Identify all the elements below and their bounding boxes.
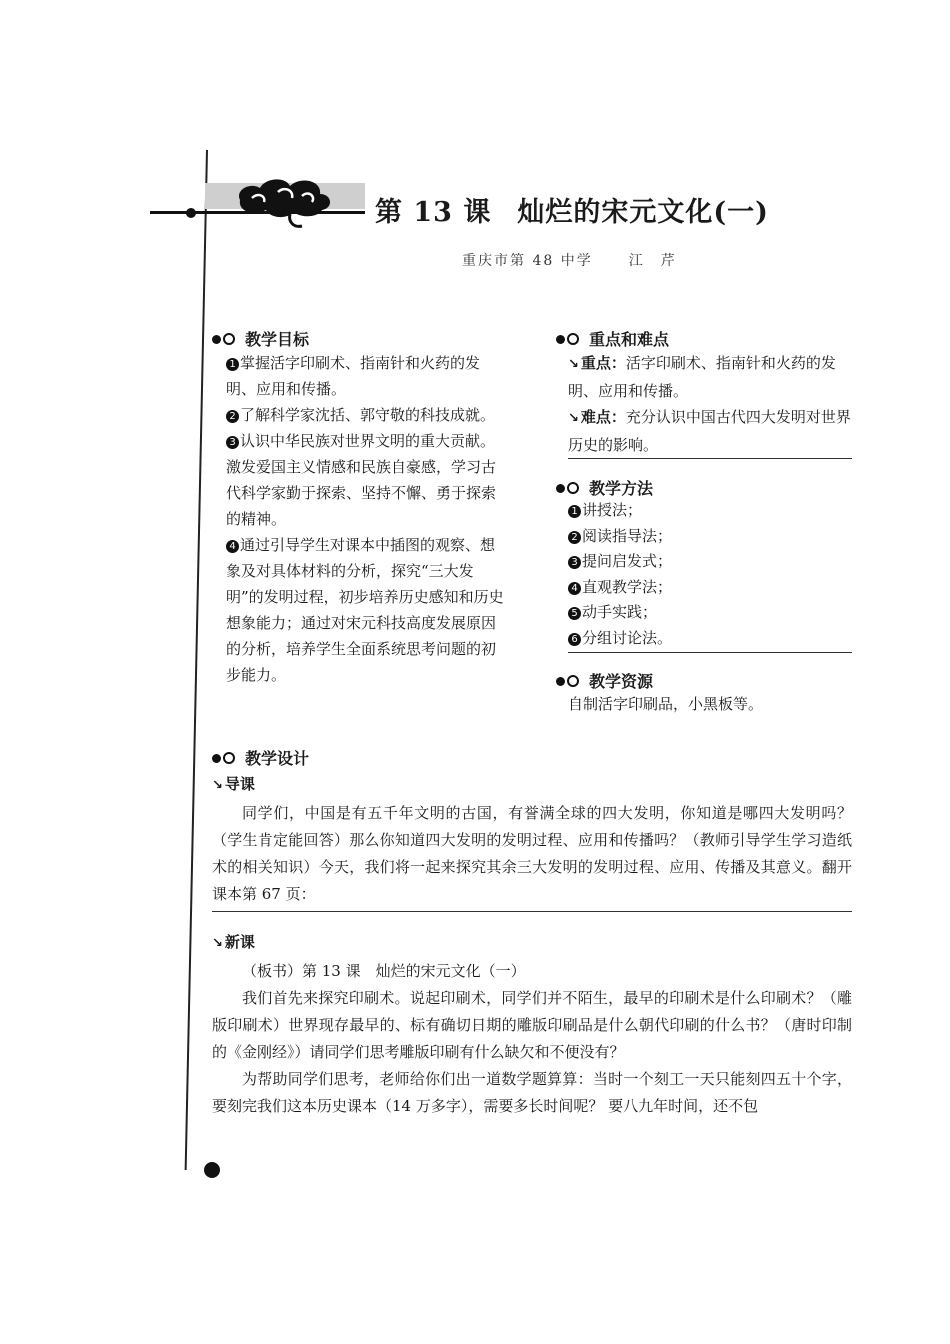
author-line (462, 250, 677, 270)
method-item: 3 提问启发式； (568, 549, 852, 575)
resources-heading: 教学资源 (556, 669, 653, 692)
arrow-icon: ↘ (568, 357, 579, 372)
intro-heading: ↘ 导课 (212, 775, 255, 793)
objective-item: 2 了解科学家沈括、郭守敬的科技成就。 (226, 402, 508, 428)
method-item: 2 阅读指导法； (568, 524, 852, 550)
methods-list (568, 498, 852, 651)
section-divider (568, 458, 852, 459)
lesson-name: 灿烂的宋元文化(一) (517, 197, 769, 228)
methods-heading: 教学方法 (556, 476, 653, 499)
paragraph: 我们首先来探究印刷术。说起印刷术，同学们并不陌生，最早的印刷术是什么印刷术？（雕版印刷术）世界现存最早的、标有确切日期的雕版印刷品是什么朝代印刷的什么书？（唐时印制的《金刚经》）请同学们思考雕版印刷有什么缺欠和不便没有？ (212, 989, 852, 1061)
lesson-title (375, 190, 769, 229)
author-name: 江 芹 (628, 253, 677, 269)
method-item: 6 分组讨论法。 (568, 626, 852, 652)
method-item: 5 动手实践； (568, 600, 852, 626)
keypoints-block (568, 350, 852, 458)
paragraph: 为帮助同学们思考，老师给你们出一道数学题算算：当时一个刻工一天只能刻四五十个字，要刻完我们这本历史课本（14 万多字），需要多长时间呢？ 要八九年时间，还不包 (212, 1070, 852, 1115)
objective-item: 3 认识中华民族对世界文明的重大贡献。激发爱国主义情感和民族自豪感，学习古代科学家勤于探索、坚持不懈、勇于探索的精神。 (226, 432, 497, 528)
new-lesson-heading: ↘ 新课 (212, 933, 255, 951)
margin-dot-bottom (204, 1162, 220, 1178)
key-point: ↘ 重点：活字印刷术、指南针和火药的发明、应用和传播。 (568, 354, 836, 400)
board-text: （板书）第 13 课 灿烂的宋元文化（一） (242, 962, 526, 980)
objectives-list (226, 350, 508, 688)
cloud-ornament-icon (230, 170, 340, 230)
new-lesson-body (212, 958, 852, 1120)
margin-rule (185, 150, 208, 1170)
section-divider (212, 911, 852, 912)
resources-text: 自制活字印刷品，小黑板等。 (568, 695, 764, 713)
arrow-icon: ↘ (568, 411, 579, 426)
design-heading: 教学设计 (212, 746, 309, 769)
objective-item: 1 掌握活字印刷术、指南针和火药的发明、应用和传播。 (226, 354, 481, 398)
objectives-heading: 教学目标 (212, 327, 309, 350)
lesson-number: 第 13 课 (375, 197, 492, 228)
objective-item: 4 通过引导学生对课本中插图的观察、想象及对具体材料的分析，探究“三大发明”的发明过程，初步培养历史感知和历史想象能力；通过对宋元科技高度发展原因的分析，培养学生全面系统思考问题的初步能力。 (226, 536, 504, 684)
difficulty-point: ↘ 难点：充分认识中国古代四大发明对世界历史的影响。 (568, 408, 851, 454)
author-school: 重庆市第 48 中学 (462, 253, 593, 269)
arrow-icon: ↘ (212, 778, 223, 793)
method-item: 4 直观教学法； (568, 575, 852, 601)
arrow-icon: ↘ (212, 936, 223, 951)
keypoints-heading: 重点和难点 (556, 327, 669, 350)
section-divider (568, 652, 852, 653)
intro-paragraph: 同学们，中国是有五千年文明的古国，有誉满全球的四大发明，你知道是哪四大发明吗？（学生肯定能回答）那么你知道四大发明的发明过程、应用和传播吗？（教师引导学生学习造纸术的相关知识）今天，我们将一起来探究其余三大发明的发明过程、应用、传播及其意义。翻开课本第 67 页： (212, 804, 852, 903)
method-item: 1 讲授法； (568, 498, 852, 524)
